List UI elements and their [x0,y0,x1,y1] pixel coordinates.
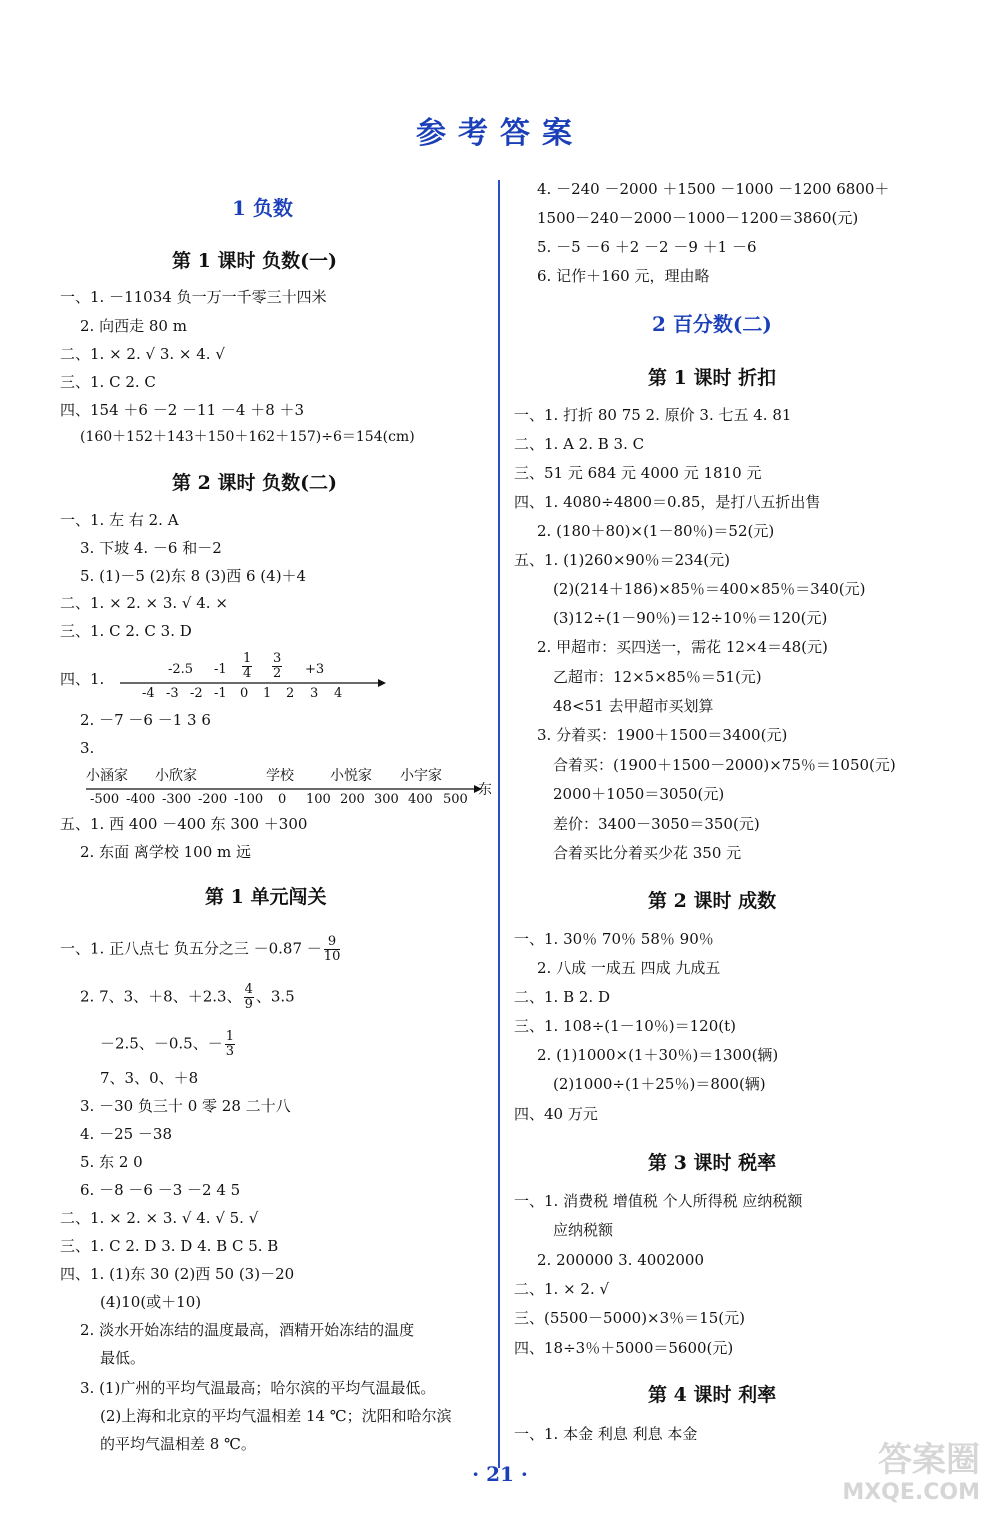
lesson-tax-heading: 第 3 课时 税率 [648,1152,777,1174]
nl2-tick: 200 [340,792,365,807]
review-heading: 第 1 单元闯关 [205,886,327,908]
unit1-heading: 1 负数 [232,196,293,220]
answer-line: 一、1. －11034 负一万一千零三十四米 [60,288,327,306]
answer-line: (160＋152＋143＋150＋162＋157)÷6＝154(cm) [80,429,415,445]
answer-line: 一、1. 消费税 增值税 个人所得税 应纳税额 [514,1192,803,1210]
answer-line: 2. 200000 3. 4002000 [537,1251,704,1269]
lesson1-heading: 第 1 课时 负数(一) [172,250,338,272]
answer-line: 二、1. × 2. × 3. √ 4. √ 5. √ [60,1209,259,1227]
answer-line: 五、1. 西 400 －400 东 300 ＋300 [60,815,308,833]
answer-line: 二、1. × 2. √ 3. × 4. √ [60,345,225,363]
answer-line: 4. －240 －2000 ＋1500 －1000 －1200 6800＋ [537,180,890,198]
lesson2-heading: 第 2 课时 负数(二) [172,472,338,494]
answer-line: 2000＋1050＝3050(元) [553,785,725,803]
nl1-frac: $\frac{3}{2}$ [273,651,282,681]
frac-den: 9 [244,997,253,1012]
answer-line: 最低。 [100,1349,146,1367]
nl1-tick: 0 [240,686,249,701]
answer-line: (3)12÷(1－90％)＝12÷10％＝120(元) [553,609,828,627]
answer-line: 的平均气温相差 8 ℃。 [100,1435,256,1453]
answer-line: 四、18÷3％＋5000＝5600(元) [514,1339,734,1357]
answer-line: (4)10(或＋10) [100,1293,202,1311]
page-title: 参考答案 [416,116,584,151]
page-number-value: 21 [486,1462,514,1486]
nl1-tick: 1 [263,686,272,701]
answer-line: 四、154 ＋6 －2 －11 －4 ＋8 ＋3 [60,401,305,419]
column-divider [498,180,500,1468]
page-number: · 21 · [472,1462,528,1486]
answer-line: 2. 东面 离学校 100 m 远 [80,843,252,861]
nl1-tick: 3 [310,686,319,701]
answer-line: 2. 八成 一成五 四成 九成五 [537,959,721,977]
answer-line: 2. －7 －6 －1 3 6 [80,711,211,729]
nl2-tick: 500 [443,792,468,807]
answer-line: 5. (1)－5 (2)东 8 (3)西 6 (4)＋4 [80,567,307,585]
answer-line: 2. 淡水开始冻结的温度最高，酒精开始冻结的温度 [80,1321,415,1339]
answer-line: 三、(5500－5000)×3％＝15(元) [514,1309,745,1327]
answer-line: 4. －25 －38 [80,1125,173,1143]
answer-line [60,935,342,964]
nl2-tick: 100 [306,792,331,807]
answer-line [80,983,295,1012]
nl1-tick: -3 [166,686,179,701]
nl1-tick: 2 [286,686,295,701]
frac-num: 9 [324,935,341,950]
answer-text: 2. 7、3、＋8、＋2.3、 [80,987,242,1006]
answer-line: 1500－240－2000－1000－1200＝3860(元) [537,209,859,227]
nl2-tick: -500 [90,792,120,807]
frac-den: 3 [225,1044,234,1059]
answer-line [100,1030,237,1059]
nl2-tick: -400 [126,792,156,807]
answer-line: 应纳税额 [553,1221,614,1239]
answer-line: 四、1. (1)东 30 (2)西 50 (3)－20 [60,1265,295,1283]
answer-line: 3. －30 负三十 0 零 28 二十八 [80,1097,291,1115]
answer-text: 一、1. 正八点七 负五分之三 －0.87 － [60,939,322,958]
answer-line: 四、40 万元 [514,1105,598,1123]
answer-line: 三、1. C 2. C [60,373,156,391]
place-label: 小悦家 [330,768,372,784]
answer-line: 四、1. 4080÷4800＝0.85，是打八五折出售 [514,493,821,511]
answer-line: 三、1. C 2. C 3. D [60,622,192,640]
answer-line: 3. 分着买：1900＋1500＝3400(元) [537,726,788,744]
answer-line: 三、1. C 2. D 3. D 4. B C 5. B [60,1237,279,1255]
answer-line: 合着买：(1900＋1500－2000)×75％＝1050(元) [553,756,896,774]
answer-line: 一、1. 30％ 70％ 58％ 90％ [514,930,714,948]
answer-line: 2. (180＋80)×(1－80％)＝52(元) [537,522,775,540]
frac-num: 4 [244,982,253,997]
nl2-tick: -200 [198,792,228,807]
answer-line: 三、1. 108÷(1－10％)＝120(t) [514,1017,736,1035]
answer-line: 7、3、0、＋8 [100,1069,199,1087]
answer-text: －2.5、－0.5、－ [100,1034,223,1053]
answer-text: 、3.5 [255,987,295,1006]
nl1-top-label: +3 [305,662,325,677]
answer-line: 合着买比分着买少花 350 元 [553,844,742,862]
lesson-interest-heading: 第 4 课时 利率 [648,1384,777,1406]
answer-line: 5. －5 －6 ＋2 －2 －9 ＋1 －6 [537,238,757,256]
frac-num: 1 [225,1029,234,1044]
nl2-tick: -300 [162,792,192,807]
place-label: 学校 [266,768,294,784]
nl1-tick: -2 [190,686,203,701]
nl1-top-label: -1 [214,662,227,677]
lesson-chengshu-heading: 第 2 课时 成数 [648,890,777,912]
watermark-logo [830,1440,980,1520]
frac-den: 10 [323,949,341,964]
place-label: 小宇家 [400,768,442,784]
nl2-tick: -100 [234,792,264,807]
answer-line: 二、1. × 2. √ [514,1280,610,1298]
answer-line: 五、1. (1)260×90％＝234(元) [514,551,730,569]
unit2-heading: 2 百分数(二) [652,312,772,336]
answer-line: 6. 记作＋160 元，理由略 [537,267,710,285]
answer-line: 一、1. 打折 80 75 2. 原价 3. 七五 4. 81 [514,406,792,424]
nl1-tick: 4 [334,686,343,701]
nl2-tick: 0 [278,792,287,807]
answer-line: 一、1. 左 右 2. A [60,511,179,529]
answer-line: 乙超市：12×5×85％＝51(元) [553,668,762,686]
answer-line: 48<51 去甲超市买划算 [553,697,714,715]
answer-line: 3. (1)广州的平均气温最高；哈尔滨的平均气温最低。 [80,1379,436,1397]
number-line-1-svg [120,655,390,705]
nl1-frac: $\frac{1}{4}$ [243,651,252,681]
answer-line: 四、1. [60,670,105,688]
answer-line: 3. 下坡 4. －6 和－2 [80,539,222,557]
answer-line: 2. 向西走 80 m [80,317,187,335]
answer-line: 二、1. B 2. D [514,988,610,1006]
direction-label: 东 [478,782,492,798]
nl2-tick: 300 [374,792,399,807]
answer-line: (2)(214＋186)×85％＝400×85％＝340(元) [553,580,866,598]
place-label: 小涵家 [86,768,128,784]
answer-line: 差价：3400－3050＝350(元) [553,815,760,833]
watermark-text: 答案圈 [878,1440,980,1480]
nl1-tick: -4 [142,686,155,701]
nl2-tick: 400 [408,792,433,807]
answer-line: 6. －8 －6 －3 －2 4 5 [80,1181,241,1199]
place-label: 小欣家 [155,768,197,784]
answer-line: 2. 甲超市：买四送一，需花 12×4＝48(元) [537,638,828,656]
answer-line: 三、51 元 684 元 4000 元 1810 元 [514,464,762,482]
lesson-discount-heading: 第 1 课时 折扣 [648,367,777,389]
answer-line: 二、1. × 2. × 3. √ 4. × [60,594,228,612]
answer-line: 3. [80,739,95,757]
answer-line: 2. (1)1000×(1＋30％)＝1300(辆) [537,1046,779,1064]
nl1-top-label: -2.5 [168,662,194,677]
answer-line: (2)1000÷(1＋25％)＝800(辆) [553,1075,766,1093]
answer-line: 二、1. A 2. B 3. C [514,435,645,453]
nl1-tick: -1 [214,686,227,701]
watermark-url: MXQE.COM [842,1480,980,1505]
answer-line: (2)上海和北京的平均气温相差 14 ℃；沈阳和哈尔滨 [100,1407,452,1425]
answer-line: 一、1. 本金 利息 利息 本金 [514,1425,698,1443]
answer-line: 5. 东 2 0 [80,1153,143,1171]
